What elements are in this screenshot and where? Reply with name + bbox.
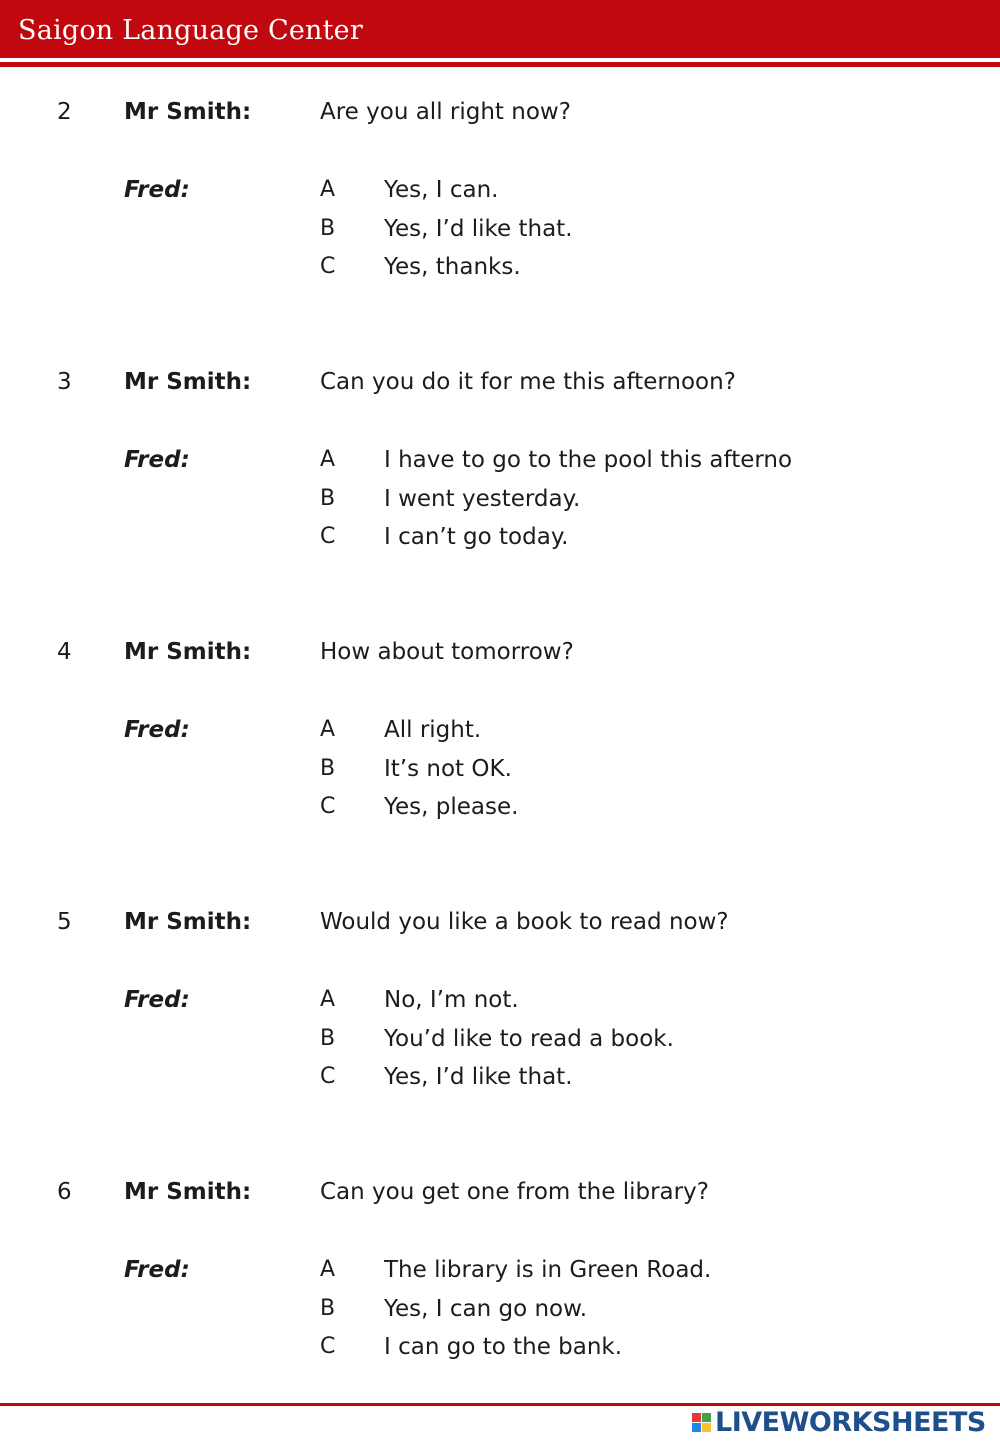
option-text: I have to go to the pool this afterno: [384, 447, 793, 473]
answer-option[interactable]: [320, 216, 886, 255]
question-number: 2: [57, 99, 72, 125]
option-text: Yes, thanks.: [384, 254, 521, 280]
option-letter: A: [320, 447, 336, 472]
option-letter: B: [320, 1295, 336, 1321]
option-letter: B: [320, 485, 336, 511]
responder-label: Fred:: [124, 177, 190, 203]
answer-option[interactable]: [320, 756, 886, 795]
speaker-label: Mr Smith:: [124, 909, 252, 935]
header-title: Saigon Language Center: [18, 15, 363, 46]
option-text: I can’t go today.: [384, 524, 569, 550]
option-text: Yes, I can.: [384, 177, 499, 203]
option-text: Yes, I’d like that.: [384, 215, 573, 242]
answer-option[interactable]: [320, 1334, 886, 1373]
question-text: Would you like a book to read now?: [320, 909, 729, 935]
option-text: I went yesterday.: [384, 485, 581, 512]
answer-option[interactable]: [320, 987, 886, 1026]
header-bar: [0, 0, 1000, 58]
answer-option[interactable]: [320, 524, 886, 563]
answer-option[interactable]: [320, 1296, 886, 1335]
option-text: Yes, please.: [384, 794, 519, 820]
option-letter: B: [320, 1025, 336, 1051]
question-number: 3: [57, 369, 72, 395]
option-letter: C: [320, 794, 336, 819]
question-number: 6: [57, 1179, 72, 1205]
option-letter: C: [320, 524, 336, 549]
question-block: [0, 369, 1000, 569]
answer-options: [320, 1257, 886, 1373]
logo-square-red: [692, 1413, 701, 1422]
question-text: Can you do it for me this afternoon?: [320, 369, 736, 395]
question-block: [0, 99, 1000, 299]
answer-option[interactable]: [320, 177, 886, 216]
answer-option[interactable]: [320, 254, 886, 293]
option-text: Yes, I can go now.: [384, 1295, 588, 1322]
answer-option[interactable]: [320, 1026, 886, 1065]
option-text: Yes, I’d like that.: [384, 1064, 573, 1090]
question-block: [0, 1179, 1000, 1379]
option-letter: C: [320, 254, 336, 279]
speaker-label: Mr Smith:: [124, 369, 252, 395]
answer-option[interactable]: [320, 717, 886, 756]
answer-options: [320, 987, 886, 1103]
logo-square-blue: [692, 1423, 701, 1432]
option-letter: C: [320, 1334, 336, 1359]
logo-square-green: [702, 1413, 711, 1422]
answer-option[interactable]: [320, 1257, 886, 1296]
responder-label: Fred:: [124, 1257, 190, 1283]
answer-option[interactable]: [320, 1064, 886, 1103]
speaker-label: Mr Smith:: [124, 639, 252, 665]
logo-mark-icon: [692, 1413, 711, 1432]
question-text: Are you all right now?: [320, 99, 571, 125]
logo-text: LIVEWORKSHEETS: [715, 1406, 986, 1438]
logo-square-yellow: [702, 1423, 711, 1432]
answer-options: [320, 177, 886, 293]
option-letter: A: [320, 987, 336, 1012]
option-letter: B: [320, 755, 336, 781]
option-letter: A: [320, 177, 336, 202]
option-text: It’s not OK.: [384, 755, 512, 782]
question-block: [0, 909, 1000, 1109]
option-text: All right.: [384, 717, 482, 743]
liveworksheets-logo[interactable]: [692, 1406, 986, 1438]
question-number: 4: [57, 639, 72, 665]
question-text: Can you get one from the library?: [320, 1179, 709, 1205]
option-text: I can go to the bank.: [384, 1334, 623, 1360]
option-text: The library is in Green Road.: [384, 1257, 712, 1283]
question-text: How about tomorrow?: [320, 639, 574, 665]
answer-option[interactable]: [320, 447, 886, 486]
option-text: You’d like to read a book.: [384, 1025, 674, 1052]
option-letter: B: [320, 215, 336, 241]
question-block: [0, 639, 1000, 839]
speaker-label: Mr Smith:: [124, 1179, 252, 1205]
answer-options: [320, 447, 886, 563]
option-text: No, I’m not.: [384, 987, 519, 1013]
responder-label: Fred:: [124, 447, 190, 473]
option-letter: A: [320, 1257, 336, 1282]
question-number: 5: [57, 909, 72, 935]
option-letter: A: [320, 717, 336, 742]
answer-options: [320, 717, 886, 833]
answer-option[interactable]: [320, 486, 886, 525]
responder-label: Fred:: [124, 717, 190, 743]
responder-label: Fred:: [124, 987, 190, 1013]
speaker-label: Mr Smith:: [124, 99, 252, 125]
option-letter: C: [320, 1064, 336, 1089]
answer-option[interactable]: [320, 794, 886, 833]
header-rule: [0, 62, 1000, 67]
